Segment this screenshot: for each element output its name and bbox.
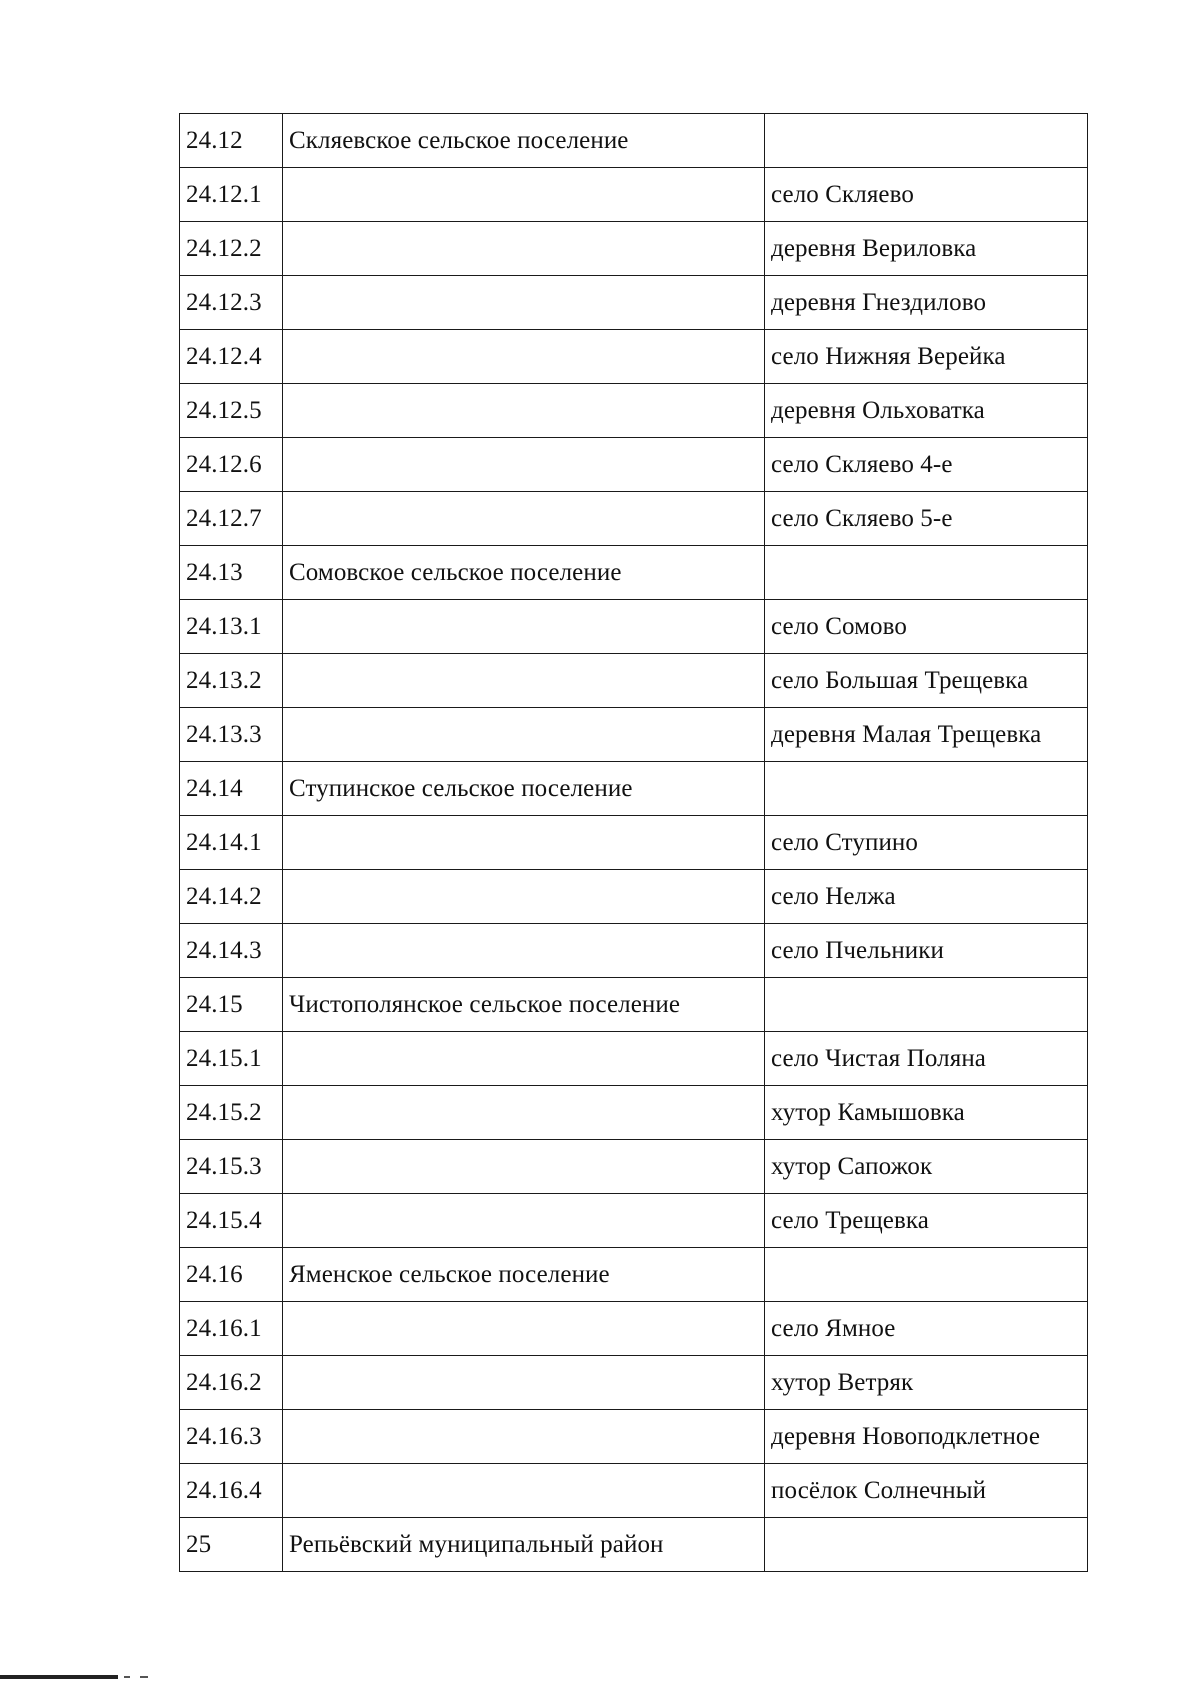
table-row (180, 600, 1088, 654)
row-number-cell: 24.14 (180, 762, 283, 816)
row-number-cell: 24.14.3 (180, 924, 283, 978)
settlement-cell (283, 1086, 765, 1140)
settlements-table (179, 113, 1088, 1572)
settlement-cell (283, 330, 765, 384)
settlement-cell (283, 1464, 765, 1518)
table-row (180, 492, 1088, 546)
table-row (180, 708, 1088, 762)
row-number-cell: 24.13.1 (180, 600, 283, 654)
table-row (180, 438, 1088, 492)
table-row (180, 1464, 1088, 1518)
locality-cell (765, 1248, 1088, 1302)
row-number-cell: 24.15.1 (180, 1032, 283, 1086)
table-row (180, 816, 1088, 870)
row-number-cell: 24.16.2 (180, 1356, 283, 1410)
locality-cell: село Ямное (765, 1302, 1088, 1356)
row-number-cell: 24.16.3 (180, 1410, 283, 1464)
locality-cell: хутор Сапожок (765, 1140, 1088, 1194)
row-number-cell: 24.16.1 (180, 1302, 283, 1356)
locality-cell: деревня Новоподклетное (765, 1410, 1088, 1464)
table-row (180, 924, 1088, 978)
settlement-cell (283, 654, 765, 708)
table-row (180, 546, 1088, 600)
row-number-cell: 25 (180, 1518, 283, 1572)
settlement-cell: Яменское сельское поселение (283, 1248, 765, 1302)
table-row (180, 1356, 1088, 1410)
row-number-cell: 24.16 (180, 1248, 283, 1302)
locality-cell (765, 114, 1088, 168)
settlement-cell: Ступинское сельское поселение (283, 762, 765, 816)
row-number-cell: 24.14.1 (180, 816, 283, 870)
locality-cell: деревня Гнездилово (765, 276, 1088, 330)
table-row (180, 1518, 1088, 1572)
row-number-cell: 24.12.6 (180, 438, 283, 492)
settlement-cell (283, 870, 765, 924)
table-row (180, 1086, 1088, 1140)
locality-cell: село Нижняя Верейка (765, 330, 1088, 384)
row-number-cell: 24.15.3 (180, 1140, 283, 1194)
table-row (180, 870, 1088, 924)
settlement-cell: Сомовское сельское поселение (283, 546, 765, 600)
footer-rule (0, 1675, 118, 1679)
settlement-cell (283, 1140, 765, 1194)
settlements-table-body (180, 114, 1088, 1572)
settlement-cell (283, 924, 765, 978)
settlement-cell (283, 816, 765, 870)
settlement-cell (283, 384, 765, 438)
locality-cell: посёлок Солнечный (765, 1464, 1088, 1518)
row-number-cell: 24.13 (180, 546, 283, 600)
locality-cell: село Ступино (765, 816, 1088, 870)
locality-cell: село Скляево 4-е (765, 438, 1088, 492)
settlement-cell (283, 1194, 765, 1248)
row-number-cell: 24.12.1 (180, 168, 283, 222)
row-number-cell: 24.15.4 (180, 1194, 283, 1248)
table-row (180, 1032, 1088, 1086)
row-number-cell: 24.12.4 (180, 330, 283, 384)
settlement-cell (283, 1032, 765, 1086)
table-row (180, 276, 1088, 330)
table-row (180, 654, 1088, 708)
row-number-cell: 24.12.7 (180, 492, 283, 546)
table-row (180, 978, 1088, 1032)
table-row (180, 114, 1088, 168)
settlement-cell: Чистополянское сельское поселение (283, 978, 765, 1032)
row-number-cell: 24.16.4 (180, 1464, 283, 1518)
row-number-cell: 24.12.5 (180, 384, 283, 438)
row-number-cell: 24.13.3 (180, 708, 283, 762)
table-row (180, 1302, 1088, 1356)
table-row (180, 222, 1088, 276)
locality-cell: село Большая Трещевка (765, 654, 1088, 708)
row-number-cell: 24.14.2 (180, 870, 283, 924)
settlement-cell (283, 1356, 765, 1410)
table-row (180, 384, 1088, 438)
locality-cell: село Сомово (765, 600, 1088, 654)
locality-cell: хутор Ветряк (765, 1356, 1088, 1410)
settlement-cell (283, 708, 765, 762)
table-row (180, 1410, 1088, 1464)
locality-cell: хутор Камышовка (765, 1086, 1088, 1140)
locality-cell (765, 762, 1088, 816)
locality-cell: деревня Малая Трещевка (765, 708, 1088, 762)
row-number-cell: 24.12.3 (180, 276, 283, 330)
table-row (180, 1140, 1088, 1194)
settlement-cell (283, 222, 765, 276)
locality-cell: село Нелжа (765, 870, 1088, 924)
table-row (180, 1248, 1088, 1302)
settlement-cell (283, 276, 765, 330)
settlement-cell (283, 168, 765, 222)
locality-cell (765, 978, 1088, 1032)
table-row (180, 330, 1088, 384)
locality-cell: село Трещевка (765, 1194, 1088, 1248)
table-row (180, 762, 1088, 816)
row-number-cell: 24.13.2 (180, 654, 283, 708)
row-number-cell: 24.12 (180, 114, 283, 168)
locality-cell (765, 1518, 1088, 1572)
settlement-cell: Скляевское сельское поселение (283, 114, 765, 168)
footer-dash (124, 1676, 130, 1678)
row-number-cell: 24.12.2 (180, 222, 283, 276)
footer-dash (140, 1676, 148, 1678)
table-row (180, 168, 1088, 222)
settlement-cell (283, 438, 765, 492)
settlement-cell (283, 492, 765, 546)
settlement-cell: Репьёвский муниципальный район (283, 1518, 765, 1572)
locality-cell: село Скляево 5-е (765, 492, 1088, 546)
locality-cell (765, 546, 1088, 600)
locality-cell: село Пчельники (765, 924, 1088, 978)
locality-cell: деревня Ольховатка (765, 384, 1088, 438)
locality-cell: село Чистая Поляна (765, 1032, 1088, 1086)
settlement-cell (283, 1302, 765, 1356)
settlement-cell (283, 1410, 765, 1464)
row-number-cell: 24.15 (180, 978, 283, 1032)
settlement-cell (283, 600, 765, 654)
locality-cell: деревня Вериловка (765, 222, 1088, 276)
row-number-cell: 24.15.2 (180, 1086, 283, 1140)
table-row (180, 1194, 1088, 1248)
locality-cell: село Скляево (765, 168, 1088, 222)
